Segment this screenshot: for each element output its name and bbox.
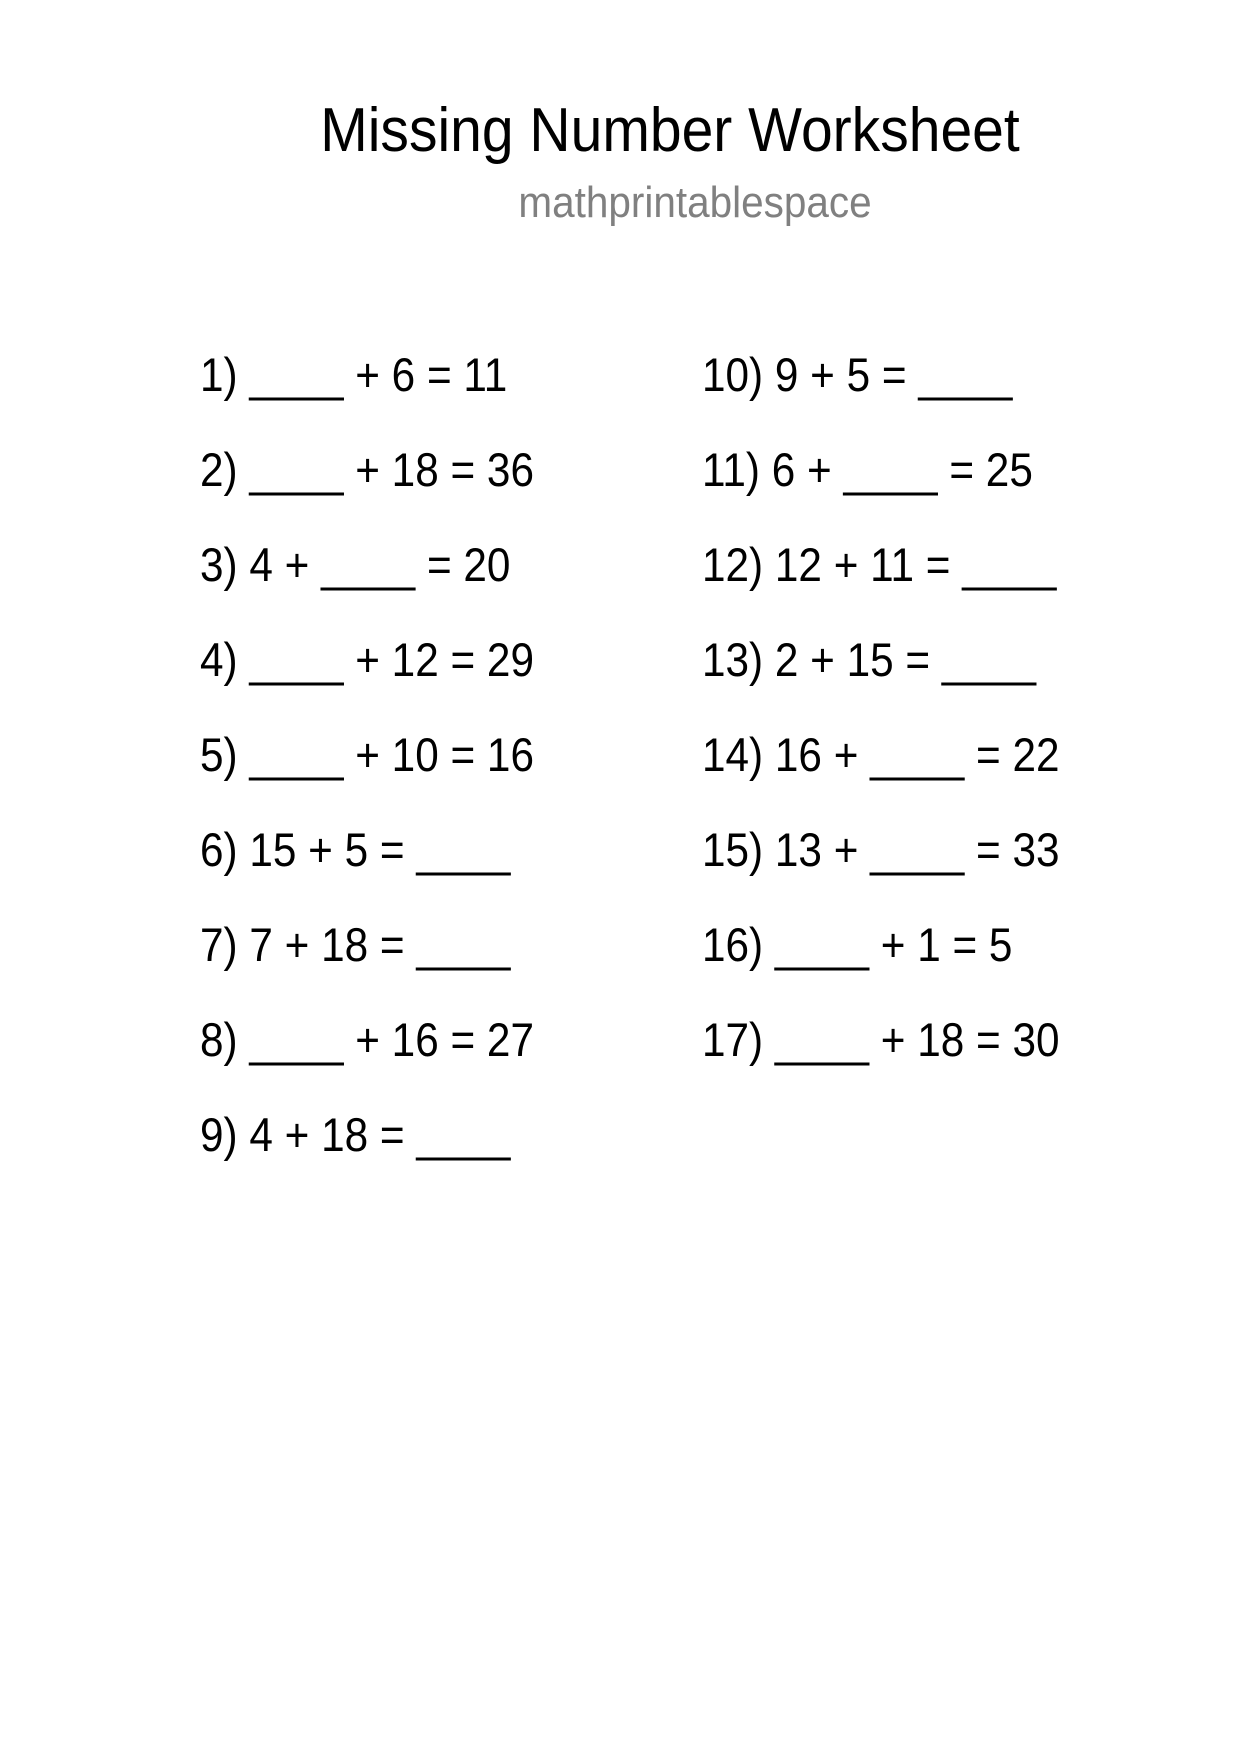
problem-4: 4) ____ + 12 = 29 [200, 633, 534, 686]
problem-16: 16) ____ + 1 = 5 [702, 918, 1013, 971]
problem-2: 2) ____ + 18 = 36 [200, 443, 534, 496]
problems-left-column [200, 350, 571, 1205]
problem-13: 13) 2 + 15 = ____ [702, 633, 1036, 686]
page-title: Missing Number Worksheet [320, 96, 1020, 165]
problems-right-column [702, 350, 1099, 1110]
problem-6: 6) 15 + 5 = ____ [200, 823, 511, 876]
problem-12: 12) 12 + 11 = ____ [702, 538, 1057, 591]
problem-17: 17) ____ + 18 = 30 [702, 1013, 1060, 1066]
problem-7: 7) 7 + 18 = ____ [200, 918, 511, 971]
problem-9: 9) 4 + 18 = ____ [200, 1108, 511, 1161]
problem-1: 1) ____ + 6 = 11 [200, 348, 508, 401]
problem-8: 8) ____ + 16 = 27 [200, 1013, 534, 1066]
problem-11: 11) 6 + ____ = 25 [702, 443, 1033, 496]
problem-14: 14) 16 + ____ = 22 [702, 728, 1060, 781]
problem-3: 3) 4 + ____ = 20 [200, 538, 511, 591]
page-subtitle: mathprintablespace [518, 178, 872, 227]
problem-15: 15) 13 + ____ = 33 [702, 823, 1060, 876]
problem-10: 10) 9 + 5 = ____ [702, 348, 1013, 401]
problem-5: 5) ____ + 10 = 16 [200, 728, 534, 781]
